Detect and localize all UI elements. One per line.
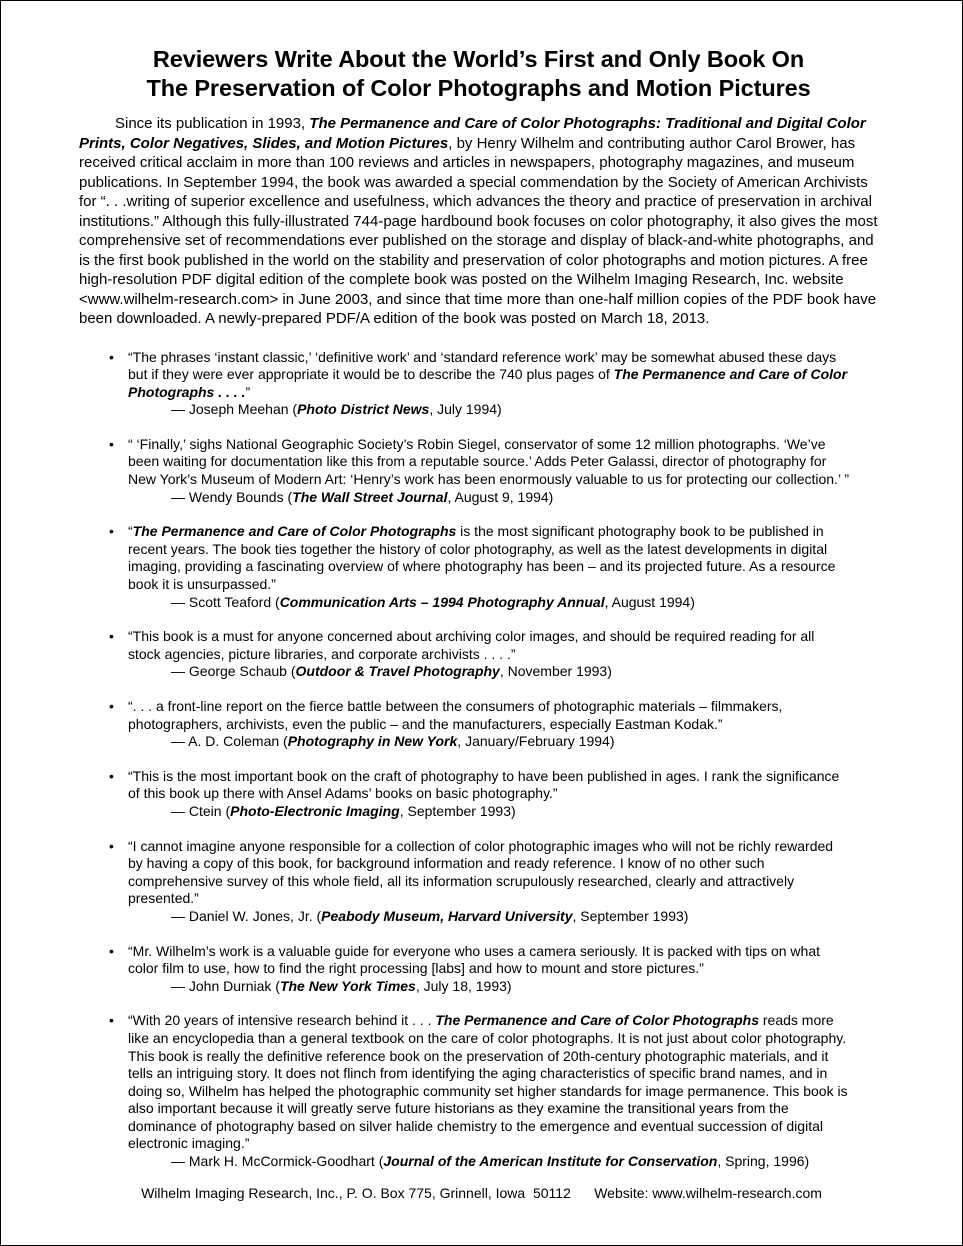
quote-text: “. . . a front-line report on the fierce battle between the consumers of photographic materials – filmmakers, photographers, archivists, even the public – and the manufacturers, especially Eastman Kodak.” xyxy=(128,698,783,732)
bullet: • xyxy=(109,767,114,784)
reviewer-name: — A. D. Coleman ( xyxy=(171,733,288,750)
review-attribution xyxy=(128,803,850,821)
review-attribution xyxy=(128,978,850,996)
review-date: , July 1994) xyxy=(429,401,502,418)
review-date: , September 1993) xyxy=(572,907,689,924)
publication-name: The Wall Street Journal xyxy=(292,488,448,505)
review-item xyxy=(79,1012,878,1170)
review-attribution xyxy=(128,489,850,507)
page-title xyxy=(79,45,878,103)
quote-text: “This book is a must for anyone concerned about archiving color images, and should be required reading for all stock agencies, picture libraries, and corporate archivists . . . .” xyxy=(128,628,815,662)
review-attribution xyxy=(128,908,850,926)
title-line-1: Reviewers Write About the World’s First and Only Book On xyxy=(152,46,805,72)
bullet: • xyxy=(109,1012,114,1029)
review-attribution xyxy=(128,663,850,681)
bullet: • xyxy=(109,698,114,714)
quote-text: “ ‘Finally,’ sighs National Geographic Society’s Robin Siegel, conservator of some 12 million photographs. ‘We’ve been waiting for documentation like this from a reputable source.’ Adds Peter Galassi, director of photography for New York’s Museum of Modern Art: ‘Henry’s work has been enormously valuable to us for protecting our collection.’ ” xyxy=(128,435,850,488)
review-date: , November 1993) xyxy=(499,663,612,680)
reviewer-name: — Ctein ( xyxy=(171,802,231,819)
reviewer-name: — Daniel W. Jones, Jr. ( xyxy=(171,907,322,924)
review-date: , January/February 1994) xyxy=(457,733,615,750)
bullet: • xyxy=(109,348,114,365)
review-quote xyxy=(128,349,847,400)
review-quote xyxy=(128,698,782,732)
quote-text: “The phrases ‘instant classic,’ ‘definitive work’ and ‘standard reference work’ may be somewhat abused these days but if they were ever appropriate it would be to describe the 740 plus pages of xyxy=(128,348,837,383)
quote-text-end: ” xyxy=(245,383,251,400)
review-item xyxy=(79,943,878,996)
reviewer-name: — George Schaub ( xyxy=(171,663,296,680)
review-quote xyxy=(128,768,839,802)
review-item xyxy=(79,523,878,611)
publication-name: Outdoor & Travel Photography xyxy=(295,663,500,680)
publication-name: Communication Arts – 1994 Photography Annual xyxy=(279,593,605,610)
review-quote xyxy=(128,523,835,592)
review-attribution xyxy=(128,401,850,419)
review-attribution xyxy=(128,1153,850,1171)
footer-website: Website: www.wilhelm-research.com xyxy=(594,1185,822,1201)
review-date: , July 18, 1993) xyxy=(415,977,512,994)
review-item xyxy=(79,436,878,506)
title-line-2: The Preservation of Color Photographs and Motion Pictures xyxy=(146,75,811,101)
bullet: • xyxy=(109,435,114,452)
review-item xyxy=(79,698,878,751)
quote-text: “With 20 years of intensive research behind it . . . xyxy=(128,1012,436,1029)
quote-text-end: is the most significant photography book to be published in recent years. The book ties together the history of color photography, as well as the latest developments in digital imaging, providing a fascinating overview of where photography has been – and its projected future. As a resource book it is unsurpassed.” xyxy=(128,523,836,593)
bullet: • xyxy=(109,523,114,540)
review-date: , August 9, 1994) xyxy=(447,488,554,505)
review-attribution xyxy=(128,594,850,612)
review-quote xyxy=(128,943,820,977)
bullet: • xyxy=(109,628,114,645)
publication-name: Journal of the American Institute for Conservation xyxy=(383,1153,718,1170)
review-item xyxy=(79,628,878,681)
intro-text-start: Since its publication in 1993, xyxy=(115,115,310,132)
intro-book-title: The Permanence and Care of Color Photographs: Traditional and Digital Color Prints, Color Negatives, Slides, and Motion Pictures xyxy=(79,115,866,152)
review-attribution xyxy=(128,733,850,751)
review-quote xyxy=(128,628,814,662)
quote-book-title: The Permanence and Care of Color Photographs xyxy=(132,523,457,540)
review-item xyxy=(79,349,878,419)
quote-book-title: The Permanence and Care of Color Photographs . . . . xyxy=(128,366,848,400)
quote-text-end: reads more like an encyclopedia than a general textbook on the care of color photographs. It is not just about color photography. This book is really the definitive reference book on the preservation of 20th-century photographic materials, and it tells an intriguing story. It does not flinch from identifying the aging characteristics of specific brand names, and in doing so, Wilhelm has helped the photographic community set higher standards for image permanence. This book is also important because it will greatly serve future historians as they examine the transitional years from the dominance of photography based on silver halide chemistry to the emergence and eventual succession of digital electronic imaging.” xyxy=(128,1012,848,1152)
review-quote xyxy=(128,1012,848,1151)
review-date: , September 1993) xyxy=(399,802,516,819)
quote-text: “This is the most important book on the craft of photography to have been published in ages. I rank the significance of this book up there with Ansel Adams’ books on basic photography.” xyxy=(128,767,840,802)
quote-text: “ xyxy=(128,523,133,540)
review-list xyxy=(79,349,878,1171)
intro-paragraph xyxy=(79,114,878,329)
bullet: • xyxy=(109,942,114,959)
review-item xyxy=(79,838,878,926)
review-date: , August 1994) xyxy=(604,593,695,610)
review-item xyxy=(79,768,878,821)
reviewer-name: — Mark H. McCormick-Goodhart ( xyxy=(171,1153,384,1170)
review-quote xyxy=(128,838,833,907)
reviewer-name: — Joseph Meehan ( xyxy=(171,401,298,418)
quote-book-title: The Permanence and Care of Color Photographs xyxy=(435,1012,759,1029)
publication-name: Photography in New York xyxy=(287,733,458,750)
reviewer-name: — Scott Teaford ( xyxy=(171,593,280,610)
footer-address: Wilhelm Imaging Research, Inc., P. O. Box 775, Grinnell, Iowa 50112 xyxy=(141,1185,571,1201)
review-quote xyxy=(128,436,849,487)
intro-text-rest: , by Henry Wilhelm and contributing author Carol Brower, has received critical acclaim in more than 100 reviews and articles in newspapers, photography magazines, and museum publications. In September 1994, the book was awarded a special commendation by the Society of American Archivists for “. . .writing of superior excellence and usefulness, which advances the theory and practice of preservation in archival institutions.” Although this fully-illustrated 744-page hardbound book focuses on color photography, it also gives the most comprehensive set of recommendations ever published on the storage and display of black-and-white photographs, and is the first book published in the world on the stability and preservation of color photographs and motion pictures. A free high-resolution PDF digital edition of the complete book was posted on the Wilhelm Imaging Research, Inc. website <www.wilhelm-research.com> in June 2003, and since that time more than one-half million copies of the PDF book have been downloaded. A newly-prepared PDF/A edition of the book was posted on March 18, 2013. xyxy=(79,134,878,327)
quote-text: “I cannot imagine anyone responsible for a collection of color photographic images who will not be richly rewarded by having a copy of this book, for background information and ready reference. I know of no other such comprehensive survey of this whole field, all its information scrupulously researched, clearly and attractively presented.” xyxy=(128,837,834,907)
publication-name: Photo-Electronic Imaging xyxy=(230,802,400,819)
publication-name: Photo District News xyxy=(297,401,430,418)
reviewer-name: — Wendy Bounds ( xyxy=(171,488,293,505)
review-date: , Spring, 1996) xyxy=(717,1153,810,1170)
publication-name: Peabody Museum, Harvard University xyxy=(321,907,573,924)
bullet: • xyxy=(109,837,114,854)
reviewer-name: — John Durniak ( xyxy=(171,977,280,994)
footer xyxy=(1,1185,962,1201)
quote-text: “Mr. Wilhelm’s work is a valuable guide for everyone who uses a camera seriously. It is packed with tips on what color film to use, how to find the right processing [labs] and how to mount and store pictures.” xyxy=(128,942,821,977)
publication-name: The New York Times xyxy=(279,977,416,994)
